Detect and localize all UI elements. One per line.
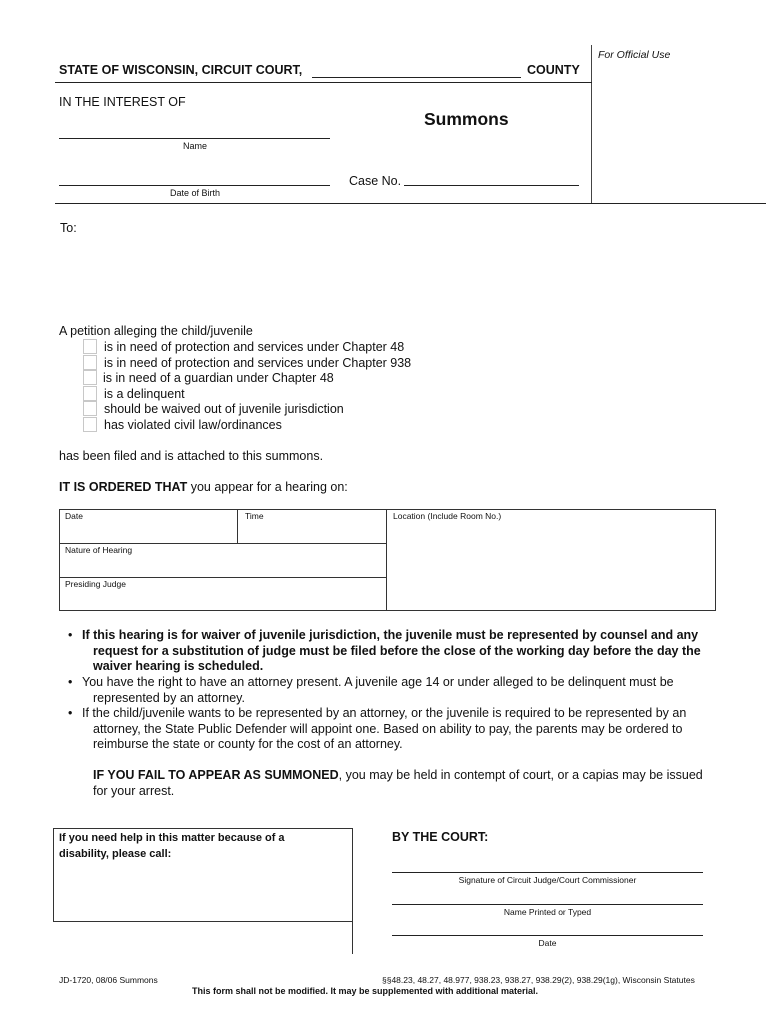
- dob-label: Date of Birth: [170, 188, 221, 198]
- nature-of-hearing-field[interactable]: Nature of Hearing: [65, 545, 133, 555]
- checkbox-guardian[interactable]: [83, 370, 97, 385]
- checkbox-waiver[interactable]: [83, 401, 97, 416]
- hearing-location-field[interactable]: Location (Include Room No.): [393, 511, 502, 521]
- in-interest-of-label: IN THE INTEREST OF: [59, 95, 186, 109]
- header-top-rule: [55, 82, 592, 83]
- presiding-judge-field[interactable]: Presiding Judge: [65, 579, 126, 589]
- checkbox-civil-law[interactable]: [83, 417, 97, 432]
- table-row-rule-2: [59, 577, 386, 578]
- failure-to-appear-warning: [93, 768, 723, 799]
- header-bottom-rule: [55, 203, 766, 204]
- warning-line-1: [93, 768, 723, 784]
- signature-line[interactable]: [392, 872, 703, 873]
- checkbox-chapter48[interactable]: [83, 339, 97, 354]
- bullet-3-line-1: If the child/juvenile wants to be represented by an attorney, or the juvenile is required to be represented by an: [82, 706, 687, 720]
- official-use-label: For Official Use: [598, 49, 671, 61]
- option-civil-law: has violated civil law/ordinances: [104, 418, 282, 432]
- bullet-1-line-3: waiver hearing is scheduled.: [93, 659, 264, 673]
- name-field-line[interactable]: [59, 138, 330, 139]
- dob-field-line[interactable]: [59, 185, 330, 186]
- bullet-3-line-2: attorney, the State Public Defender will appoint one. Based on ability to pay, the parents may be ordered to: [93, 721, 683, 736]
- bullet-1-dot: •: [68, 628, 73, 642]
- table-divider-location: [386, 509, 387, 610]
- by-the-court-label: BY THE COURT:: [392, 830, 489, 844]
- order-rest: you appear for a hearing on:: [187, 480, 348, 494]
- date-label: Date: [538, 938, 557, 948]
- date-line[interactable]: [392, 935, 703, 936]
- court-title: STATE OF WISCONSIN, CIRCUIT COURT,: [59, 63, 303, 77]
- hearing-time-field[interactable]: Time: [245, 511, 264, 521]
- order-bold: IT IS ORDERED THAT: [59, 480, 188, 494]
- official-use-divider: [591, 45, 592, 204]
- order-statement: [59, 480, 348, 494]
- checkbox-chapter938[interactable]: [83, 355, 97, 370]
- bullet-public-defender: [82, 706, 722, 753]
- bullet-1-line-2: request for a substitution of judge must be filed before the close of the working day before the day the: [93, 643, 701, 658]
- bullet-1-line-1: If this hearing is for waiver of juvenile jurisdiction, the juvenile must be represented by counsel and any: [82, 628, 699, 642]
- bullet-waiver-counsel: [82, 628, 722, 675]
- bullet-3-dot: •: [68, 706, 73, 720]
- case-no-label: Case No.: [349, 174, 402, 188]
- option-guardian: is in need of a guardian under Chapter 48: [103, 371, 334, 385]
- help-box-right-edge: [352, 828, 353, 954]
- case-no-field-line[interactable]: [404, 185, 579, 186]
- table-divider-time: [237, 509, 238, 543]
- option-chapter938: is in need of protection and services under Chapter 938: [104, 356, 412, 370]
- statute-references: §§48.23, 48.27, 48.977, 938.23, 938.27, 938.29(2), 938.29(1g), Wisconsin Statutes: [382, 975, 695, 985]
- option-waiver: should be waived out of juvenile jurisdiction: [104, 402, 344, 416]
- warning-line-2: for your arrest.: [93, 783, 175, 798]
- bullet-3-line-3: reimburse the state or county for the cost of an attorney.: [93, 737, 403, 751]
- to-label: To:: [60, 221, 77, 235]
- bullet-attorney-right: [82, 675, 722, 706]
- hearing-table: [59, 509, 716, 611]
- option-delinquent: is a delinquent: [104, 387, 185, 401]
- hearing-date-field[interactable]: Date: [65, 511, 83, 521]
- bullet-2-line-2: represented by an attorney.: [93, 690, 245, 705]
- form-id: JD-1720, 08/06 Summons: [59, 975, 158, 985]
- warning-bold: IF YOU FAIL TO APPEAR AS SUMMONED: [93, 768, 339, 782]
- petition-intro: A petition alleging the child/juvenile: [59, 324, 253, 338]
- signature-label: Signature of Circuit Judge/Court Commissioner: [458, 875, 637, 885]
- county-label: COUNTY: [527, 63, 580, 77]
- option-chapter48: is in need of protection and services under Chapter 48: [104, 340, 405, 354]
- modification-notice: This form shall not be modified. It may be supplemented with additional material.: [192, 986, 539, 996]
- filed-text: has been filed and is attached to this summons.: [59, 449, 324, 463]
- name-printed-line[interactable]: [392, 904, 703, 905]
- checkbox-delinquent[interactable]: [83, 386, 97, 401]
- county-name-line[interactable]: [312, 77, 521, 78]
- help-box-line-2: disability, please call:: [59, 847, 172, 860]
- bullet-2-line-1: You have the right to have an attorney present. A juvenile age 14 or under alleged to be delinquent must be: [82, 675, 674, 689]
- name-printed-label: Name Printed or Typed: [503, 907, 592, 917]
- name-label: Name: [183, 141, 208, 151]
- bullet-2-dot: •: [68, 675, 73, 689]
- form-title: Summons: [424, 109, 509, 129]
- table-row-rule-1: [59, 543, 386, 544]
- help-box-line-1: If you need help in this matter because of a: [59, 832, 285, 844]
- help-box-text: [59, 831, 285, 862]
- warning-rest: , you may be held in contempt of court, or a capias may be issued: [338, 768, 703, 782]
